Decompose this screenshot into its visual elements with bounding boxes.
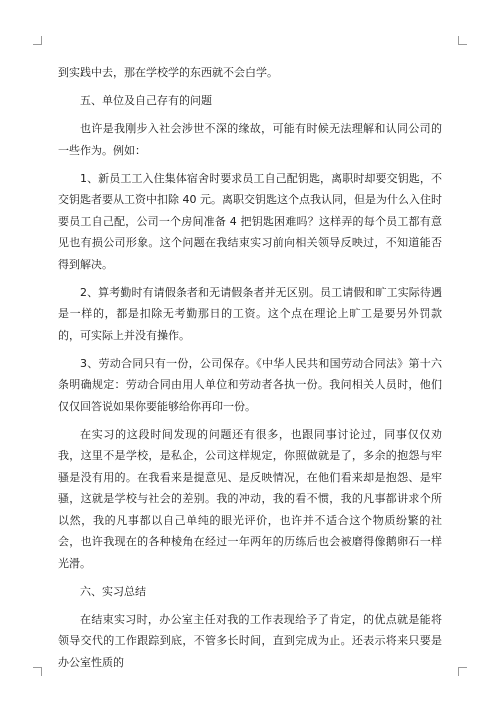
paragraph: 在实习的这段时间发现的问题还有很多，也跟同事讨论过，同事仅仅劝我，这里不是学校，是私企，公司这样规定，你照做就是了，多余的抱怨与牢骚是没有用的。在我看来是提意见、是反映情况，在他们看来却是抱怨、是牢骚，这就是学校与社会的差别。我的冲动，我的看不惯，我的凡事都讲求个所以然，我的凡事都以自己单纯的眼光评价，也许并不适合这个物质纷繁的社会，也许我现在的各种棱角在经过一年两年的历练后也会被磨得像鹅卵石一样光滑。: [58, 427, 442, 570]
paragraph: 也许是我刚步入社会涉世不深的缘故，可能有时候无法理解和认同公司的一些作为。例如：: [58, 122, 442, 157]
crop-mark-top-right: [458, 36, 467, 45]
paragraph: 1、新员工工入住集体宿舍时要求员工自己配钥匙，离职时却要交钥匙，不交钥匙者要从工资中扣除 40 元。离职交钥匙这个点我认同，但是为什么入住时要员工自己配，公司一个房间准备 4 把钥匙困难吗？这样弄的每个员工都有意见也有损公司形象。这个问题在我结束实习前向相关领导反映过，不知道能否得到解决。: [58, 171, 442, 271]
paragraph: 3、劳动合同只有一份，公司保存。《中华人民共和国劳动合同法》第十六条明确规定：劳动合同由用人单位和劳动者各执一份。我问相关人员时，他们仅仅回答说如果你要能够给你再印一份。: [58, 356, 442, 413]
section-heading: 五、单位及自己存有的问题: [80, 94, 212, 107]
crop-mark-bottom-left: [33, 667, 42, 676]
paragraph: 到实践中去，那在学校学的东西就不会白学。: [58, 66, 278, 79]
paragraph: 在结束实习时，办公室主任对我的工作表现给予了肯定，的优点就是能将领导交代的工作跟踪到底，不管多长时间，直到完成为止。还表示将来只要是办公室性质的: [58, 612, 442, 669]
document-page: [58, 62, 442, 680]
crop-mark-top-left: [33, 36, 42, 45]
section-heading: 六、实习总结: [80, 584, 146, 598]
paragraph: 2、算考勤时有请假条者和无请假条者并无区别。员工请假和旷工实际待遇是一样的，都是扣除无考勤那日的工资。这个点在理论上旷工是要另外罚款的，可实际上并没有操作。: [58, 285, 442, 342]
crop-mark-bottom-right: [458, 667, 467, 676]
